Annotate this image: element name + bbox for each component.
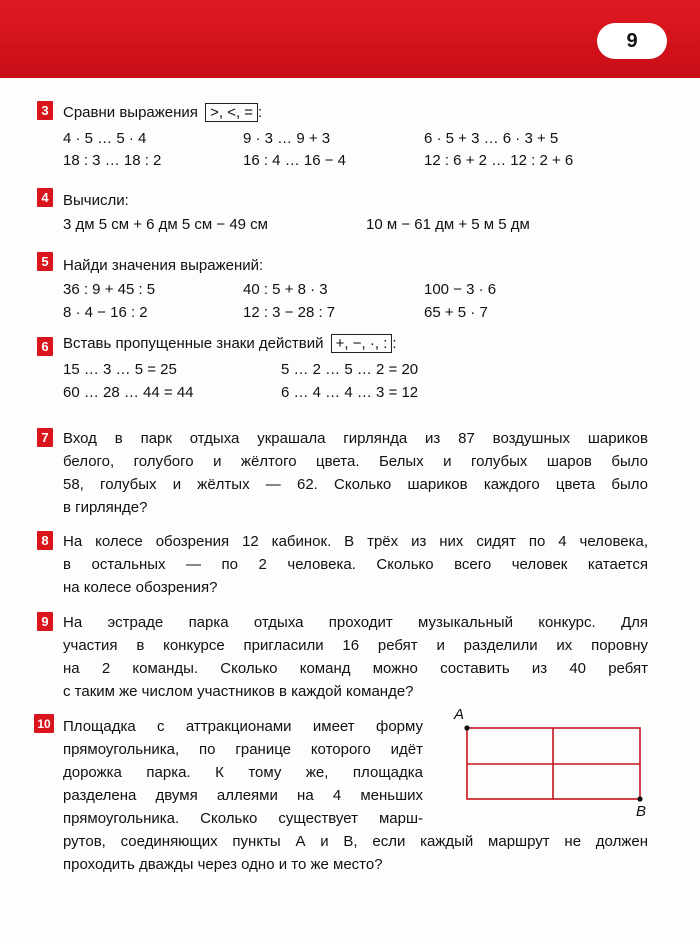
task-3-colon: :	[258, 104, 263, 121]
task-9-text	[63, 611, 648, 703]
task-3-intro-text: Сравни выражения	[63, 104, 198, 121]
task-3-expr: 16 : 4 … 16 − 4	[243, 152, 346, 169]
task-6-expr: 6 … 4 … 4 … 3 = 12	[281, 384, 419, 401]
task-4-expr: 3 дм 5 см + 6 дм 5 см − 49 см	[63, 216, 268, 233]
point-b-dot	[637, 796, 642, 801]
task-5-number: 5	[37, 252, 53, 271]
task-9-line: на 2 команды. Сколько команд можно составить из 40 ребят	[63, 660, 648, 677]
task-5-expr: 65 + 5 · 7	[424, 304, 488, 321]
task-5-expr: 8 · 4 − 16 : 2	[63, 304, 148, 321]
task-6-expr: 5 … 2 … 5 … 2 = 20	[281, 361, 419, 378]
task-10-text	[63, 715, 423, 830]
task-8-line: в остальных — по 2 человека. Сколько всего человек катается	[63, 556, 648, 573]
task-4-intro: Вычисли:	[63, 192, 129, 209]
task-10-line: проходить дважды через одно и то же место?	[63, 856, 383, 873]
page-header-band	[0, 0, 700, 78]
task-7-line: белого, голубого и жёлтого цвета. Белых и голубых шаров было	[63, 453, 648, 470]
task-8-number: 8	[37, 531, 53, 550]
task-9-line: с таким же числом участников в каждой команде?	[63, 683, 414, 700]
task-3-expr: 18 : 3 … 18 : 2	[63, 152, 162, 169]
task-10-line: прямоугольника. Сколько существует марш-	[63, 810, 423, 827]
task-3-expr: 9 · 3 … 9 + 3	[243, 130, 331, 147]
task-8-line: на колесе обозрения?	[63, 579, 218, 596]
point-a-label: А	[454, 706, 465, 723]
task-6-colon: :	[392, 335, 397, 352]
page-number: 9	[597, 23, 667, 59]
task-3-number: 3	[37, 101, 53, 120]
task-8-line: На колесе обозрения 12 кабинок. В трёх из них сидят по 4 человека,	[63, 533, 648, 550]
task-10-line: рутов, соединяющих пункты А и В, если каждый маршрут не должен	[63, 833, 648, 850]
task-10-line: дорожка парка. К тому же, площадка	[63, 764, 423, 781]
task-6-number: 6	[37, 337, 53, 356]
task-10-line: разделена двумя аллеями на 4 меньших	[63, 787, 423, 804]
task-7-line: 58, голубых и жёлтых — 62. Сколько шариков каждого цвета было	[63, 476, 648, 493]
task-7-text	[63, 427, 648, 519]
task-7-line: Вход в парк отдыха украшала гирлянда из 87 воздушных шариков	[63, 430, 648, 447]
task-5-expr: 36 : 9 + 45 : 5	[63, 281, 156, 298]
task-10-line: Площадка с аттракционами имеет форму	[63, 718, 423, 735]
task-3-expr: 12 : 6 + 2 … 12 : 2 + 6	[424, 152, 574, 169]
task-5-intro: Найди значения выражений:	[63, 257, 264, 274]
point-b-label: В	[636, 803, 647, 820]
task-4-expr: 10 м − 61 дм + 5 м 5 дм	[366, 216, 530, 233]
task-3-expr: 6 · 5 + 3 … 6 · 3 + 5	[424, 130, 559, 147]
task-9-number: 9	[37, 612, 53, 631]
task-5-expr: 40 : 5 + 8 · 3	[243, 281, 328, 298]
task-10-line: прямоугольника, по границе которого идёт	[63, 741, 423, 758]
task-3-signs-box: >, <, =	[205, 103, 258, 122]
task-9-line: На эстраде парка отдыха проходит музыкальный конкурс. Для	[63, 614, 648, 631]
task-8-text	[63, 530, 648, 599]
task-9-line: участия в конкурсе пригласили 16 ребят и разделили их поровну	[63, 637, 648, 654]
task-5-expr: 100 − 3 · 6	[424, 281, 497, 298]
task-6-intro-text: Вставь пропущенные знаки действий	[63, 335, 324, 352]
task-3-expr: 4 · 5 … 5 · 4	[63, 130, 147, 147]
task-10-number: 10	[34, 714, 54, 733]
task-6-expr: 60 … 28 … 44 = 44	[63, 384, 194, 401]
task-4-number: 4	[37, 188, 53, 207]
task-3-intro	[63, 103, 262, 122]
task-10-text-full	[63, 830, 648, 876]
task-6-signs-box: +, −, ·, :	[331, 334, 393, 353]
task-6-intro	[63, 334, 397, 353]
task-7-number: 7	[37, 428, 53, 447]
task-10-diagram	[455, 715, 655, 825]
task-6-expr: 15 … 3 … 5 = 25	[63, 361, 177, 378]
task-5-expr: 12 : 3 − 28 : 7	[243, 304, 336, 321]
point-a-dot	[464, 725, 469, 730]
task-7-line: в гирлянде?	[63, 499, 148, 516]
